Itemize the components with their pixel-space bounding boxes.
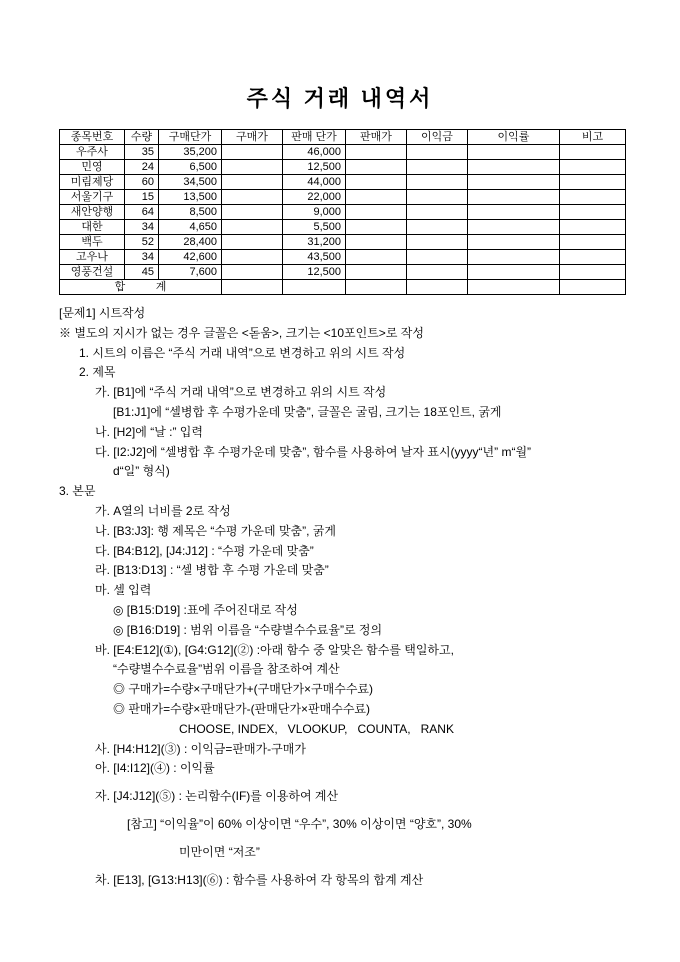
table-cell (560, 205, 626, 220)
column-header: 비고 (560, 130, 626, 145)
column-header: 종목번호 (60, 130, 125, 145)
table-cell: 5,500 (283, 220, 346, 235)
table-cell (222, 235, 283, 250)
table-cell (407, 160, 468, 175)
table-cell (407, 220, 468, 235)
table-cell: 15 (125, 190, 159, 205)
doc-line: 라. [B13:D13] : “셀 병합 후 수평 가운데 맞춤” (95, 563, 329, 578)
table-cell: 미림제당 (60, 175, 125, 190)
table-cell (346, 235, 407, 250)
doc-line: 1. 시트의 이름은 “주식 거래 내역”으로 변경하고 위의 시트 작성 (79, 345, 406, 360)
table-cell: 46,000 (283, 145, 346, 160)
table-cell: 영풍건설 (60, 265, 125, 280)
table-cell (560, 265, 626, 280)
table-cell (407, 265, 468, 280)
table-cell: 28,400 (159, 235, 222, 250)
doc-line: 나. [H2]에 “날 :” 입력 (95, 424, 203, 439)
table-cell: 34 (125, 250, 159, 265)
doc-line: 아. [I4:I12](④) : 이익률 (95, 761, 215, 776)
doc-line: 가. [B1]에 “주식 거래 내역”으로 변경하고 위의 시트 작성 (95, 385, 387, 400)
table-cell: 45 (125, 265, 159, 280)
table-cell: 43,500 (283, 250, 346, 265)
table-cell (222, 280, 283, 295)
table-cell: 4,650 (159, 220, 222, 235)
table-cell (468, 205, 560, 220)
doc-line: ◎ [B15:D19] :표에 주어진대로 작성 (113, 602, 298, 617)
table-cell: 64 (125, 205, 159, 220)
doc-line: 자. [J4:J12](⑤) : 논리함수(IF)를 이용하여 계산 (95, 789, 339, 804)
table-cell (222, 145, 283, 160)
table-cell: 6,500 (159, 160, 222, 175)
table-cell (468, 190, 560, 205)
table-cell (468, 145, 560, 160)
table-cell: 24 (125, 160, 159, 175)
table-cell (222, 190, 283, 205)
table-cell: 민영 (60, 160, 125, 175)
table-cell (560, 220, 626, 235)
table-cell: 44,000 (283, 175, 346, 190)
table-cell: 12,500 (283, 160, 346, 175)
table-cell: 42,600 (159, 250, 222, 265)
column-header: 구매단가 (159, 130, 222, 145)
table-cell (468, 175, 560, 190)
instructions (59, 304, 649, 890)
doc-line: 차. [E13], [G13:H13](⑥) : 함수를 사용하여 각 항목의 합계 계산 (95, 872, 424, 887)
table-row (60, 160, 626, 175)
table-cell: 대한 (60, 220, 125, 235)
table-cell: 34 (125, 220, 159, 235)
doc-line: ◎ [B16:D19] : 범위 이름을 “수량별수수료율”로 정의 (113, 622, 383, 637)
doc-line: [문제1] 시트작성 (59, 306, 146, 320)
table-cell: 고우나 (60, 250, 125, 265)
table-cell (468, 265, 560, 280)
table-cell: 35 (125, 145, 159, 160)
table-cell (468, 160, 560, 175)
stock-table (59, 129, 626, 295)
table-cell (346, 160, 407, 175)
table-cell (560, 175, 626, 190)
table-cell (407, 145, 468, 160)
table-cell (560, 190, 626, 205)
doc-line: 바. [E4:E12](①), [G4:G12](②) :아래 함수 중 알맞은 함수를 택일하고, (95, 642, 454, 657)
table-cell (407, 280, 468, 295)
doc-line: d“일” 형식) (113, 464, 170, 479)
table-header-row (60, 130, 626, 145)
doc-line: 3. 본문 (59, 484, 96, 499)
table-cell: 22,000 (283, 190, 346, 205)
table-cell: 34,500 (159, 175, 222, 190)
column-header: 이익금 (407, 130, 468, 145)
table-cell (560, 160, 626, 175)
doc-line: “수량별수수료율”범위 이름을 참조하여 계산 (113, 662, 340, 677)
table-cell (346, 145, 407, 160)
table-cell (407, 235, 468, 250)
table-footer-row (60, 280, 626, 295)
table-cell (560, 235, 626, 250)
table-cell (346, 250, 407, 265)
column-header: 이익률 (468, 130, 560, 145)
table-cell (468, 250, 560, 265)
table-cell: 52 (125, 235, 159, 250)
table-row (60, 190, 626, 205)
table-row (60, 205, 626, 220)
doc-line: 다. [I2:J2]에 “셀병합 후 수평가운데 맞춤”, 함수를 사용하여 날자 표시(yyyy“년” m“월” (95, 444, 532, 459)
column-header: 판매 단가 (283, 130, 346, 145)
table-cell: 8,500 (159, 205, 222, 220)
table-body (60, 145, 626, 295)
page-title: 주식 거래 내역서 (246, 86, 434, 111)
doc-line: 다. [B4:B12], [J4:J12] : “수평 가운데 맞춤” (95, 543, 314, 558)
doc-line: 사. [H4:H12](③) : 이익금=판매가-구매가 (95, 741, 306, 756)
table-cell: 9,000 (283, 205, 346, 220)
doc-line: ◎ 구매가=수량×구매단가+(구매단가×구매수수료) (113, 682, 374, 697)
table-cell (560, 250, 626, 265)
doc-line: 나. [B3:J3]: 행 제목은 “수평 가운데 맞춤”, 굵게 (95, 523, 336, 538)
table-cell: 12,500 (283, 265, 346, 280)
table-cell: 서울기구 (60, 190, 125, 205)
table-cell (222, 220, 283, 235)
doc-line: ◎ 판매가=수량×판매단가-(판매단가×판매수수료) (113, 701, 371, 716)
table-cell (407, 205, 468, 220)
doc-line: 가. A열의 너비를 2로 작성 (95, 503, 231, 518)
table-cell (468, 235, 560, 250)
table-cell: 13,500 (159, 190, 222, 205)
table-cell (222, 250, 283, 265)
table-cell (346, 175, 407, 190)
table-cell: 60 (125, 175, 159, 190)
table-cell (346, 265, 407, 280)
doc-line: ※ 별도의 지시가 없는 경우 글꼴은 <돋움>, 크기는 <10포인트>로 작성 (59, 325, 424, 340)
table-cell (346, 280, 407, 295)
table-row (60, 220, 626, 235)
table-cell: 우주사 (60, 145, 125, 160)
table-row (60, 235, 626, 250)
doc-line: 2. 제목 (79, 365, 116, 380)
table-cell: 31,200 (283, 235, 346, 250)
table-cell (346, 220, 407, 235)
table-cell: 7,600 (159, 265, 222, 280)
table-row (60, 175, 626, 190)
table-cell (407, 175, 468, 190)
table-cell (407, 250, 468, 265)
table-row (60, 265, 626, 280)
doc-line: [B1:J1]에 “셀병합 후 수평가운데 맞춤”, 글꼴은 굴림, 크기는 18포인트, 굵게 (113, 404, 502, 419)
table-cell (468, 220, 560, 235)
table-cell (560, 280, 626, 295)
table-cell (222, 160, 283, 175)
table-cell (222, 265, 283, 280)
column-header: 수량 (125, 130, 159, 145)
table-cell (222, 205, 283, 220)
doc-line: 마. 셀 입력 (95, 583, 152, 598)
doc-line: [참고] “이익율”이 60% 이상이면 “우수”, 30% 이상이면 “양호”, 30% (127, 816, 472, 831)
table-cell (468, 280, 560, 295)
table-cell (407, 190, 468, 205)
doc-line: 미만이면 “저조” (179, 844, 260, 859)
table-cell: 35,200 (159, 145, 222, 160)
table-row (60, 145, 626, 160)
doc-line: CHOOSE, INDEX, VLOOKUP, COUNTA, RANK (179, 721, 454, 736)
column-header: 구매가 (222, 130, 283, 145)
table-cell (346, 190, 407, 205)
table-cell (222, 175, 283, 190)
column-header: 판매가 (346, 130, 407, 145)
table-cell (346, 205, 407, 220)
table-cell (283, 280, 346, 295)
table-cell (560, 145, 626, 160)
table-cell: 백두 (60, 235, 125, 250)
table-row (60, 250, 626, 265)
table-footer-label: 합 계 (60, 280, 222, 295)
table-cell: 새안양행 (60, 205, 125, 220)
